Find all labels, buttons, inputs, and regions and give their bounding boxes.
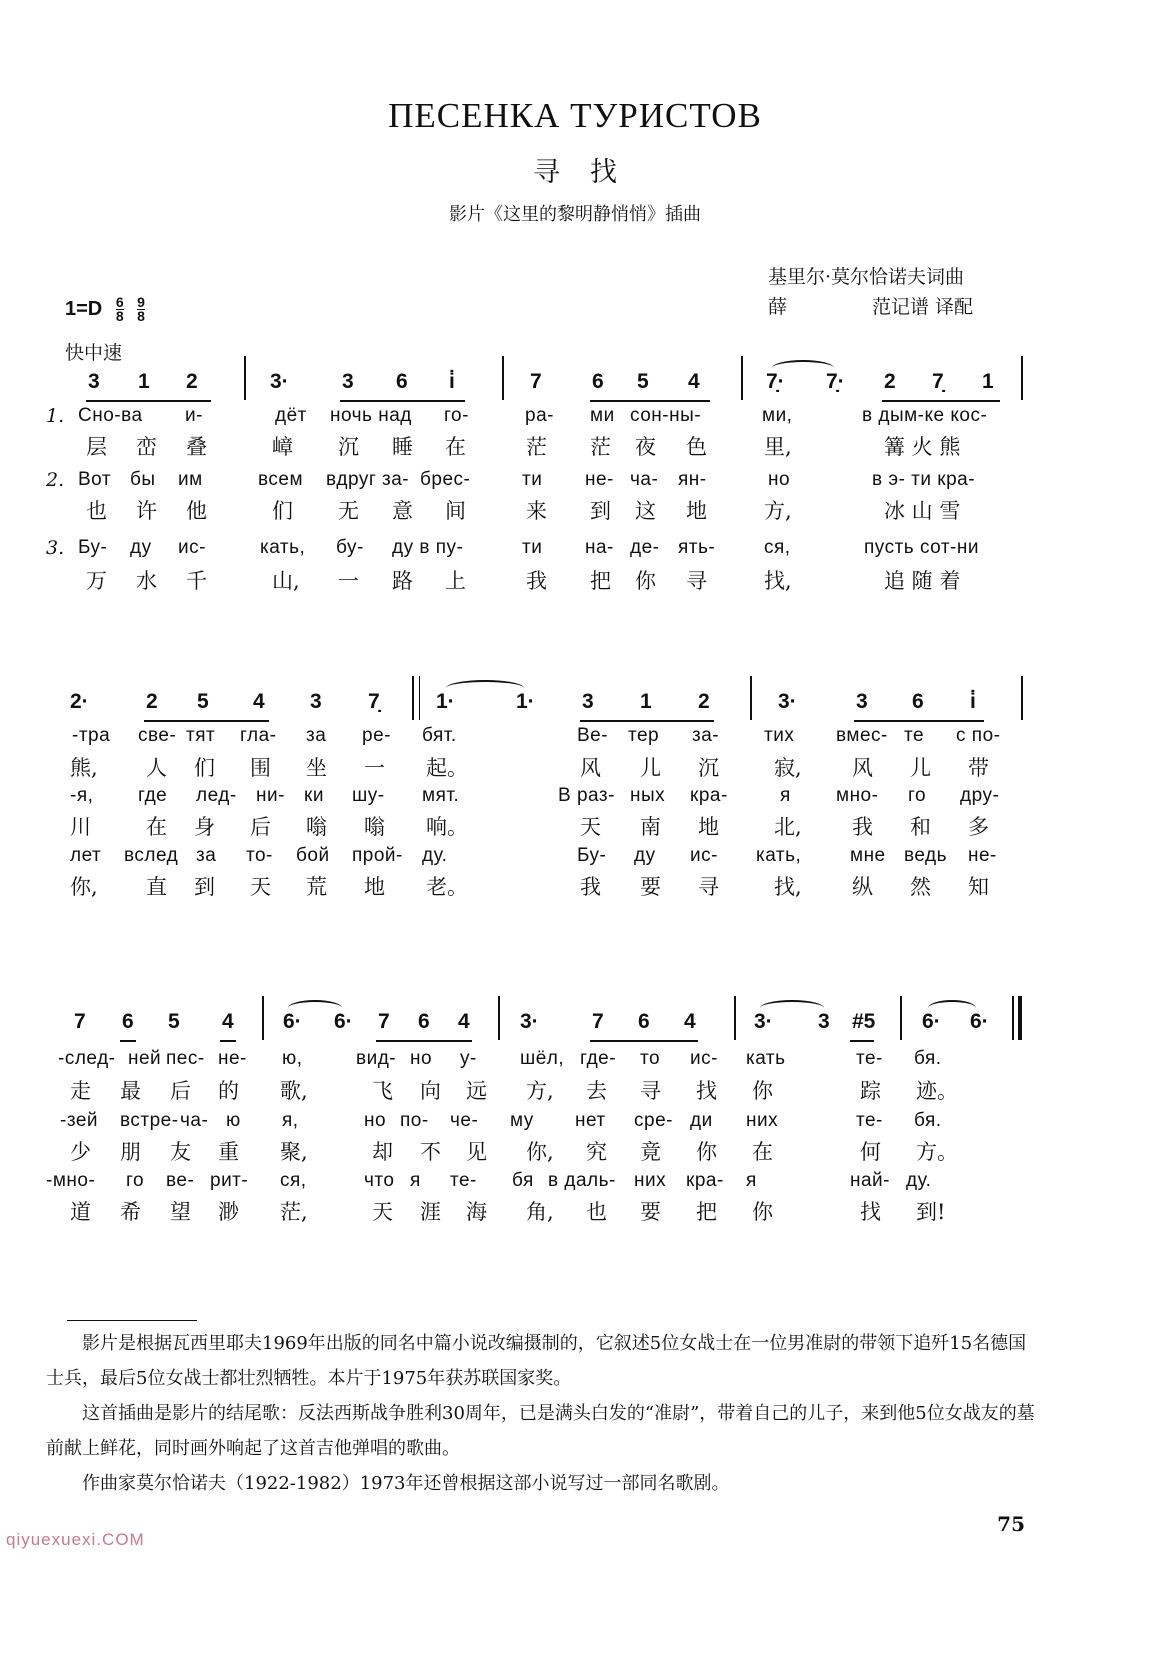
note: 6	[638, 1010, 650, 1033]
note: 2	[698, 690, 710, 713]
note: 7̣·	[766, 370, 785, 393]
note: 6	[122, 1010, 134, 1033]
barline	[262, 996, 264, 1040]
note: 1·	[436, 690, 455, 713]
note: 2	[186, 370, 198, 393]
lyric-cn-verse-3: 万 水 千 山, 一 路 上 我 把 你 寻 找, 追 随 着	[86, 569, 961, 593]
note: 1	[640, 690, 652, 713]
note: 3	[342, 370, 354, 393]
barline	[734, 996, 736, 1040]
lyric-cn-verse-3: 道 希 望 渺 茫, 天 涯 海 角, 也 要 把 你 找 到!	[70, 1200, 946, 1224]
lyric-cn-verse-2: 少 朋 友 重 聚, 却 不 见 你, 究 竟 你 在 何 方。	[70, 1140, 958, 1164]
note: 4	[458, 1010, 470, 1033]
verse-label-2: 2.	[46, 469, 65, 491]
watermark: qiyuexuexi.COM	[6, 1530, 145, 1549]
footnote-paragraph-3: 作曲家莫尔恰诺夫（1922-1982）1973年还曾根据这部小说写过一部同名歌剧。	[82, 1473, 730, 1494]
note: 7̣·	[826, 370, 845, 393]
beam	[376, 1040, 472, 1042]
barline	[498, 996, 500, 1040]
beam	[120, 1040, 136, 1042]
barline	[1012, 996, 1014, 1040]
note: 2	[146, 690, 158, 713]
notes-row	[0, 996, 1150, 1056]
final-barline	[1018, 996, 1022, 1040]
note: 1·	[516, 690, 535, 713]
note: 7	[530, 370, 542, 393]
note: 4	[688, 370, 700, 393]
lyric-ru-verse-2: Вот бы им всем вдруг за- брес- ти не- ча- ян- но в э- ти кра-	[78, 469, 976, 490]
lyric-cn-verse-1: 走 最 后 的 歌, 飞 向 远 方, 去 寻 找 你 踪 迹。	[70, 1079, 958, 1103]
lyric-ru-verse-2: -зей встре- ча- ю я, но по- че- му нет сре- ди них те- бя.	[60, 1110, 942, 1131]
beam	[590, 400, 710, 402]
beam	[854, 720, 984, 722]
note: i̇	[970, 690, 976, 713]
note: 3·	[270, 370, 289, 393]
note: 6	[418, 1010, 430, 1033]
credit-lyrics-music: 基里尔·莫尔恰诺夫词曲	[768, 266, 965, 288]
note: 2	[884, 370, 896, 393]
time-signature-1: $\frac{6}{8}$	[115, 294, 124, 324]
note: 7̣	[932, 370, 944, 393]
verse-label-1: 1.	[46, 405, 65, 427]
tie	[772, 360, 834, 376]
time-signature-2: $\frac{9}{8}$	[137, 294, 145, 324]
barline	[1021, 676, 1023, 720]
lyric-ru-verse-3: -мно- го ве- рит- ся, что я те- бя в даль- них кра- я най- ду.	[46, 1170, 932, 1191]
note: 6·	[283, 1010, 302, 1033]
footnote-divider	[67, 1320, 197, 1321]
note: 3	[582, 690, 594, 713]
footnote-paragraph-1: 影片是根据瓦西里耶夫1969年出版的同名中篇小说改编摄制的，它叙述5位女战士在一位男准尉的带领下追歼15名德国士兵，最后5位女战士都壮烈牺牲。本片于1975年获苏联国家奖。	[46, 1333, 1027, 1389]
beam	[580, 720, 714, 722]
note: 6·	[334, 1010, 353, 1033]
note: 4	[684, 1010, 696, 1033]
note: 3·	[520, 1010, 539, 1033]
credit-translator-right: 范记谱 译配	[872, 296, 974, 318]
lyric-cn-verse-1: 层 峦 叠 嶂 沉 睡 在 茫 茫 夜 色 里, 篝 火 熊	[86, 435, 961, 459]
note: 5	[197, 690, 209, 713]
song-subtitle: 寻找	[533, 157, 647, 188]
tie	[928, 1000, 976, 1016]
note: i̇	[449, 370, 455, 393]
beam	[220, 1040, 236, 1042]
note: 7	[74, 1010, 86, 1033]
note: 3	[856, 690, 868, 713]
barline	[1021, 356, 1023, 400]
note: 6·	[970, 1010, 989, 1033]
lyric-ru-verse-2: -я, где лед- ни- ки шу- мят. В раз- ных кра- я мно- го дру-	[70, 785, 1000, 806]
song-source: 影片《这里的黎明静悄悄》插曲	[449, 204, 701, 225]
verse-label-3: 3.	[46, 537, 65, 559]
beam	[850, 1040, 874, 1042]
lyric-cn-verse-2: 川 在 身 后 嗡 嗡 响。 天 南 地 北, 我 和 多	[70, 815, 989, 839]
note: 6	[592, 370, 604, 393]
beam	[340, 400, 465, 402]
barline	[502, 356, 504, 400]
note: 3	[818, 1010, 830, 1033]
note: 5	[168, 1010, 180, 1033]
beam	[86, 400, 211, 402]
note: 6	[912, 690, 924, 713]
note: 2·	[70, 690, 89, 713]
lyric-cn-verse-1: 熊, 人 们 围 坐 一 起。 风 儿 沉 寂, 风 儿 带	[70, 756, 989, 780]
note: 5	[637, 370, 649, 393]
credit-translator-left: 薛	[768, 296, 788, 318]
note: 7̣	[368, 690, 380, 713]
note: 7	[592, 1010, 604, 1033]
barline	[419, 676, 420, 720]
note: 1	[138, 370, 150, 393]
beam	[590, 1040, 698, 1042]
key-label: 1=D	[65, 297, 103, 320]
note: 1	[982, 370, 994, 393]
barline	[900, 996, 902, 1040]
lyric-cn-verse-2: 也 许 他 们 无 意 间 来 到 这 地 方, 冰 山 雪	[86, 499, 961, 523]
footnote-paragraph-2: 这首插曲是影片的结尾歌：反法西斯战争胜利30周年，已是满头白发的“准尉”，带着自己的儿子，来到他5位女战友的墓前献上鲜花，同时画外响起了这首吉他弹唱的歌曲。	[46, 1403, 1035, 1459]
beam	[144, 720, 269, 722]
barline	[750, 676, 752, 720]
note: 7	[378, 1010, 390, 1033]
lyric-cn-verse-3: 你, 直 到 天 荒 地 老。 我 要 寻 找, 纵 然 知	[70, 875, 989, 899]
note: 4	[253, 690, 265, 713]
note: 6	[396, 370, 408, 393]
barline	[741, 356, 743, 400]
song-title: ПЕСЕНКА ТУРИСТОВ	[388, 96, 762, 135]
note: 3	[310, 690, 322, 713]
note: 6·	[922, 1010, 941, 1033]
note: #5	[852, 1010, 876, 1033]
beam	[882, 400, 1000, 402]
note: 4	[222, 1010, 234, 1033]
key-signature	[65, 296, 145, 323]
tie	[446, 680, 524, 696]
lyric-ru-verse-1: Сно-ва и- дёт ночь над го- ра- ми сон-ны- ми, в дым-ке кос-	[78, 405, 988, 426]
lyric-ru-verse-1: -след- ней пес- не- ю, вид- но у- шёл, где- то ис- кать те- бя.	[58, 1048, 942, 1069]
tie	[288, 1000, 342, 1016]
lyric-ru-verse-3: лет вслед за то- бой прой- ду. Бу- ду ис- кать, мне ведь не-	[70, 845, 997, 866]
barline	[244, 356, 246, 400]
barline	[412, 676, 414, 720]
tempo-marking: 快中速	[65, 342, 123, 364]
lyric-ru-verse-1: -тра све- тят гла- за ре- бят. Ве- тер за- тих вмес- те с по-	[72, 725, 1001, 746]
tie	[760, 1000, 824, 1016]
note: 3·	[778, 690, 797, 713]
page-number: 75	[997, 1512, 1025, 1536]
lyric-ru-verse-3: Бу- ду ис- кать, бу- ду в пу- ти на- де- ять- ся, пусть сот-ни	[78, 537, 979, 558]
note: 3·	[754, 1010, 773, 1033]
note: 3	[88, 370, 100, 393]
